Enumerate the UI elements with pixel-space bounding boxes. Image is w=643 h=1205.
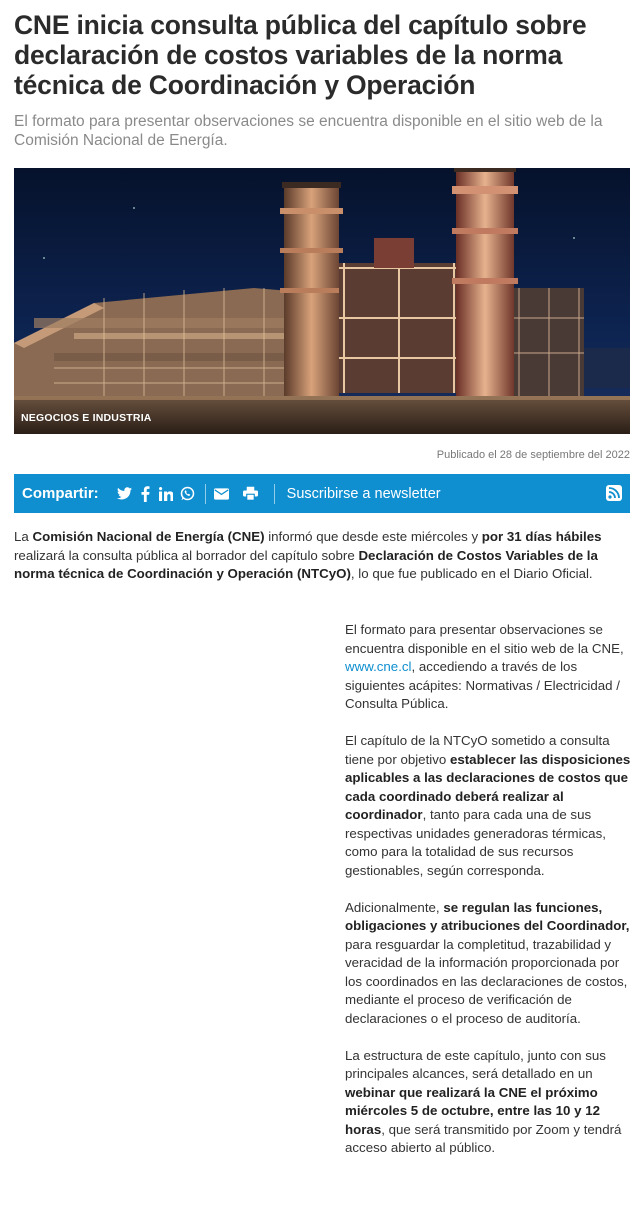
article-body bbox=[345, 621, 635, 1176]
cne-website-link[interactable]: www.cne.cl bbox=[345, 659, 412, 674]
share-label: Compartir: bbox=[22, 485, 99, 502]
rss-icon[interactable] bbox=[606, 485, 622, 501]
print-icon[interactable] bbox=[243, 485, 258, 503]
body-paragraph: Adicionalmente, se regulan las funciones, obligaciones y atribuciones del Coordinador, para resguardar la completitud, trazabilidad y veracidad de la información proporcionada por los coordinados en las declaraciones de costos, mediante el proceso de verificación de declaraciones o el proceso de auditoría. bbox=[345, 899, 630, 1026]
lead-paragraph: La Comisión Nacional de Energía (CNE) informó que desde este miércoles y por 31 días hábiles realizará la consulta pública al borrador del capítulo sobre Declaración de Costos Variables de la norma técnica de Coordinación y Operación (NTCyO), lo que fue publicado en el Diario Oficial. bbox=[14, 529, 602, 581]
email-icon[interactable] bbox=[214, 485, 229, 503]
article-subtitle: El formato para presentar observaciones se encuentra disponible en el sitio web de la Comisión Nacional de Energía. bbox=[14, 113, 603, 149]
share-separator bbox=[205, 484, 206, 504]
body-paragraph: El capítulo de la NTCyO sometido a consulta tiene por objetivo establecer las disposiciones aplicables a las declaraciones de costos que cada coordinado deberá realizar al coordinador, tanto para cada una de sus respectivas unidades generadoras térmicas, como para la totalidad de sus recursos gestionables, según corresponda. bbox=[345, 733, 631, 878]
body-paragraph: El formato para presentar observaciones se encuentra disponible en el sitio web de la CNE, www.cne.cl, accediendo a través de los siguientes acápites: Normativas / Electricidad / Consulta Pública. bbox=[345, 622, 624, 711]
publish-date: Publicado el 28 de septiembre del 2022 bbox=[436, 449, 630, 461]
twitter-icon[interactable] bbox=[117, 485, 132, 503]
newsletter-link[interactable]: Suscribirse a newsletter bbox=[286, 485, 441, 502]
share-bar bbox=[14, 474, 630, 513]
whatsapp-icon[interactable] bbox=[180, 485, 195, 503]
category-tag[interactable]: NEGOCIOS E INDUSTRIA bbox=[21, 412, 152, 424]
body-paragraph: La estructura de este capítulo, junto con sus principales alcances, será detallado en un webinar que realizará la CNE el próximo miércoles 5 de octubre, entre las 10 y 12 horas, que será transmitido por Zoom y tendrá acceso abierto al público. bbox=[345, 1047, 622, 1155]
power-plant-illustration bbox=[14, 168, 630, 434]
article-title: CNE inicia consulta pública del capítulo sobre declaración de costos variables de la norma técnica de Coordinación y Operación bbox=[14, 10, 587, 100]
linkedin-icon[interactable] bbox=[159, 485, 174, 503]
share-separator bbox=[274, 484, 275, 504]
facebook-icon[interactable] bbox=[138, 485, 153, 503]
hero-image bbox=[14, 168, 630, 434]
